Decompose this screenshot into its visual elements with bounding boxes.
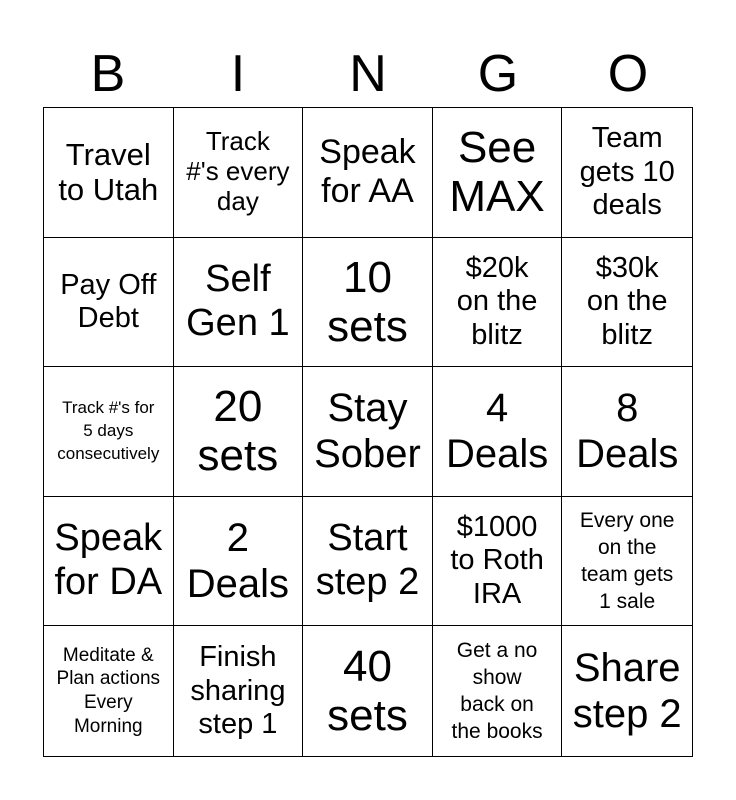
- bingo-cell[interactable]: Pay Off Debt: [44, 238, 174, 368]
- bingo-cell[interactable]: Get a no show back on the books: [433, 626, 563, 756]
- header-letter-g: G: [477, 45, 519, 103]
- bingo-header: [43, 44, 693, 104]
- bingo-cell[interactable]: Stay Sober: [303, 367, 433, 497]
- bingo-cell[interactable]: Travel to Utah: [44, 108, 174, 238]
- bingo-cell[interactable]: Every one on the team gets 1 sale: [562, 497, 692, 627]
- bingo-cell[interactable]: Finish sharing step 1: [174, 626, 304, 756]
- header-letter-n: N: [349, 45, 387, 103]
- bingo-board: [43, 107, 693, 757]
- bingo-cell[interactable]: Share step 2: [572, 646, 682, 737]
- bingo-cell[interactable]: Track #'s for 5 days consecutively: [44, 367, 174, 497]
- bingo-cell[interactable]: Meditate & Plan actions Every Morning: [44, 626, 174, 756]
- bingo-cell[interactable]: Track #'s every day: [174, 108, 304, 238]
- bingo-cell[interactable]: Speak for AA: [303, 108, 433, 238]
- header-letter-o: O: [607, 45, 649, 103]
- bingo-cell[interactable]: 10 sets: [303, 238, 433, 368]
- bingo-cell[interactable]: Self Gen 1: [174, 238, 304, 368]
- bingo-cell[interactable]: Start step 2: [303, 497, 433, 627]
- header-letter-i: I: [230, 45, 246, 103]
- bingo-cell[interactable]: See MAX: [433, 108, 563, 238]
- bingo-cell[interactable]: $1000 to Roth IRA: [433, 497, 563, 627]
- bingo-cell[interactable]: $30k on the blitz: [562, 238, 692, 368]
- header-letter-b: B: [90, 45, 126, 103]
- bingo-cell[interactable]: 8 Deals: [562, 367, 692, 497]
- bingo-cell[interactable]: 4 Deals: [433, 367, 563, 497]
- bingo-cell[interactable]: $20k on the blitz: [433, 238, 563, 368]
- bingo-cell[interactable]: 40 sets: [303, 626, 433, 756]
- bingo-cell[interactable]: 20 sets: [174, 367, 304, 497]
- bingo-cell[interactable]: 2 Deals: [174, 497, 304, 627]
- bingo-cell[interactable]: Team gets 10 deals: [562, 108, 692, 238]
- bingo-cell[interactable]: Speak for DA: [44, 497, 174, 627]
